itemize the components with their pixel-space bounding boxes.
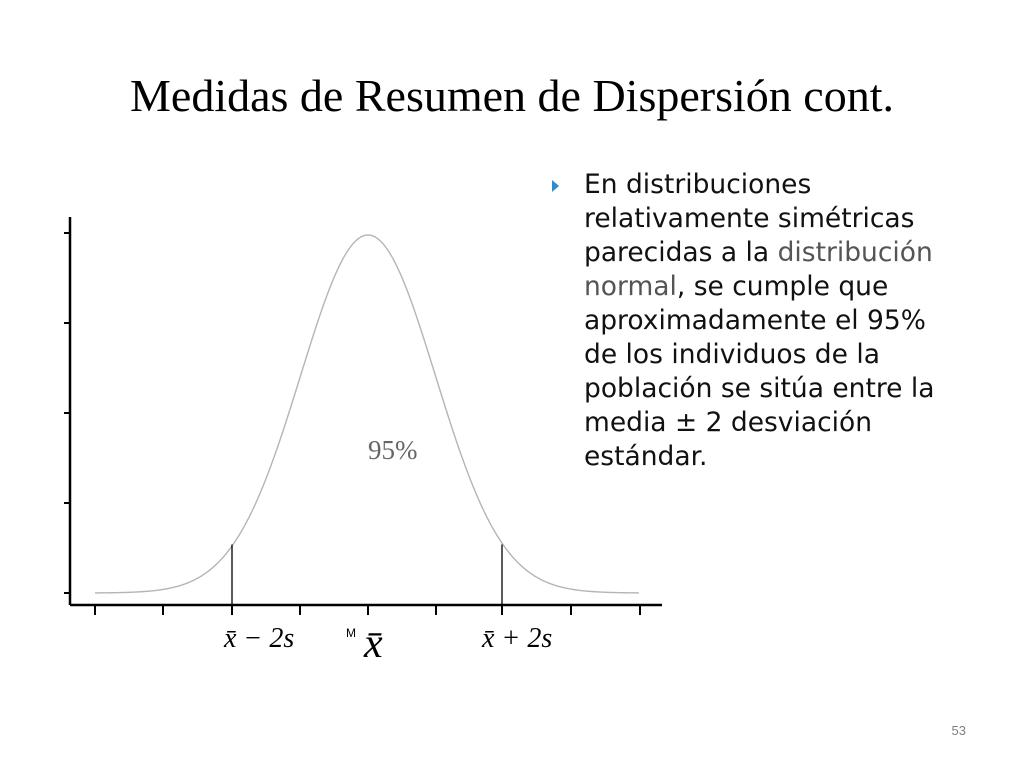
normal-distribution-diagram	[50, 205, 670, 675]
explanation-text-part: , se cumple que aproximadamente el 95% de los individuos de la población se sitúa entre la media ± 2 desviación estándar.	[584, 271, 935, 472]
stray-mark: M	[346, 626, 356, 640]
slide-title: Medidas de Resumen de Dispersión cont.	[130, 70, 894, 121]
lower-bound-label: x̄ − 2s	[224, 623, 295, 654]
upper-bound-label: x̄ + 2s	[482, 623, 553, 654]
highlighted-term: distribución normal	[584, 237, 933, 302]
area-percent-label: 95%	[368, 435, 418, 465]
mean-label: x̄	[364, 621, 383, 667]
triangle-bullet-icon	[552, 180, 559, 192]
x-ticks	[95, 605, 640, 615]
explanation-text	[584, 168, 964, 474]
explanation-text-part: En distribuciones relativamente simétricas parecidas a la	[584, 169, 915, 268]
page-number: 53	[951, 723, 966, 738]
bell-curve	[95, 235, 639, 593]
